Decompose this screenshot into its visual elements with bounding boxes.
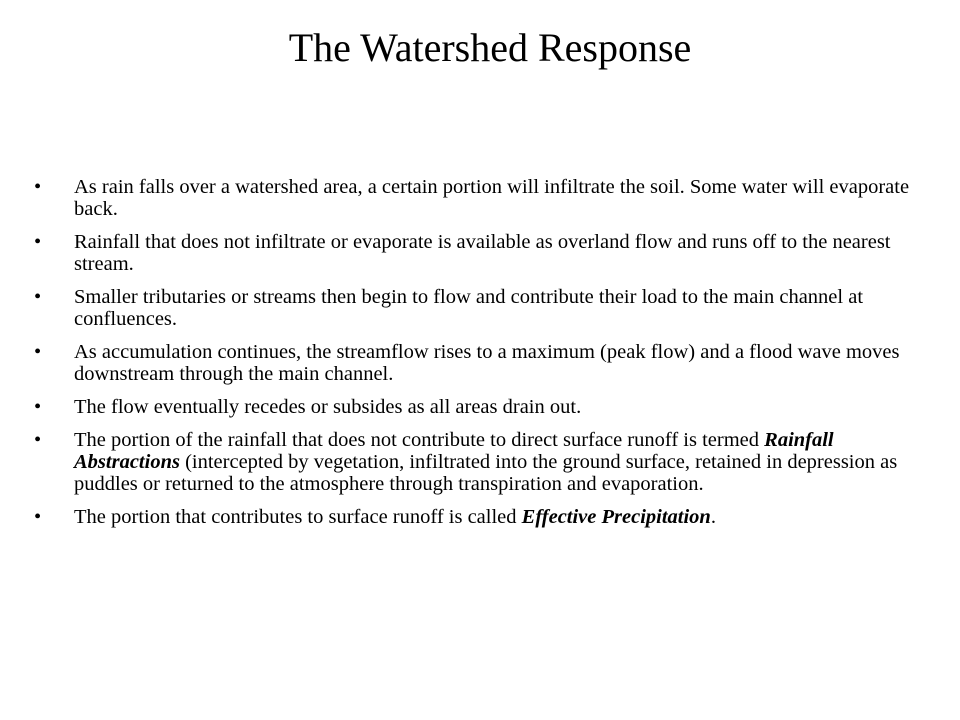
- bullet-text: Smaller tributaries or streams then begin to flow and contribute their load to the main channel at confluences.: [74, 286, 864, 330]
- bullet-icon: •: [34, 396, 42, 418]
- bullet-text: As rain falls over a watershed area, a certain portion will infiltrate the soil. Some water will evaporate back.: [74, 176, 910, 220]
- bullet-list: [34, 176, 924, 539]
- bullet-icon: •: [34, 231, 42, 253]
- bullet-item: [34, 341, 924, 385]
- bullet-item: [34, 231, 924, 275]
- bullet-icon: •: [34, 341, 42, 363]
- bullet-item: [34, 176, 924, 220]
- bullet-item: [34, 429, 924, 495]
- bullet-text: As accumulation continues, the streamflow rises to a maximum (peak flow) and a flood wave moves downstream through the main channel.: [74, 341, 900, 385]
- bullet-text-before: The portion of the rainfall that does not contribute to direct surface runoff is termed: [74, 429, 765, 451]
- bullet-text-before: The portion that contributes to surface runoff is called: [74, 506, 522, 528]
- bullet-item: [34, 286, 924, 330]
- bullet-icon: •: [34, 429, 42, 451]
- emphasis-term-effective-precipitation: Effective Precipitation: [521, 506, 711, 528]
- bullet-text: Rainfall that does not infiltrate or evaporate is available as overland flow and runs off to the nearest stream.: [74, 231, 891, 275]
- bullet-text-after: (intercepted by vegetation, infiltrated into the ground surface, retained in depression as puddles or returned to the atmosphere through transpiration and evaporation.: [74, 451, 898, 495]
- bullet-icon: •: [34, 176, 42, 198]
- bullet-item: [34, 506, 924, 528]
- bullet-icon: •: [34, 286, 42, 308]
- bullet-item: [34, 396, 924, 418]
- bullet-icon: •: [34, 506, 42, 528]
- slide-title: The Watershed Response: [288, 25, 692, 70]
- bullet-text-after: .: [710, 506, 716, 528]
- bullet-text: The flow eventually recedes or subsides as all areas drain out.: [74, 396, 582, 418]
- emphasis-term-rainfall-abstractions: Rainfall Abstractions: [74, 429, 834, 473]
